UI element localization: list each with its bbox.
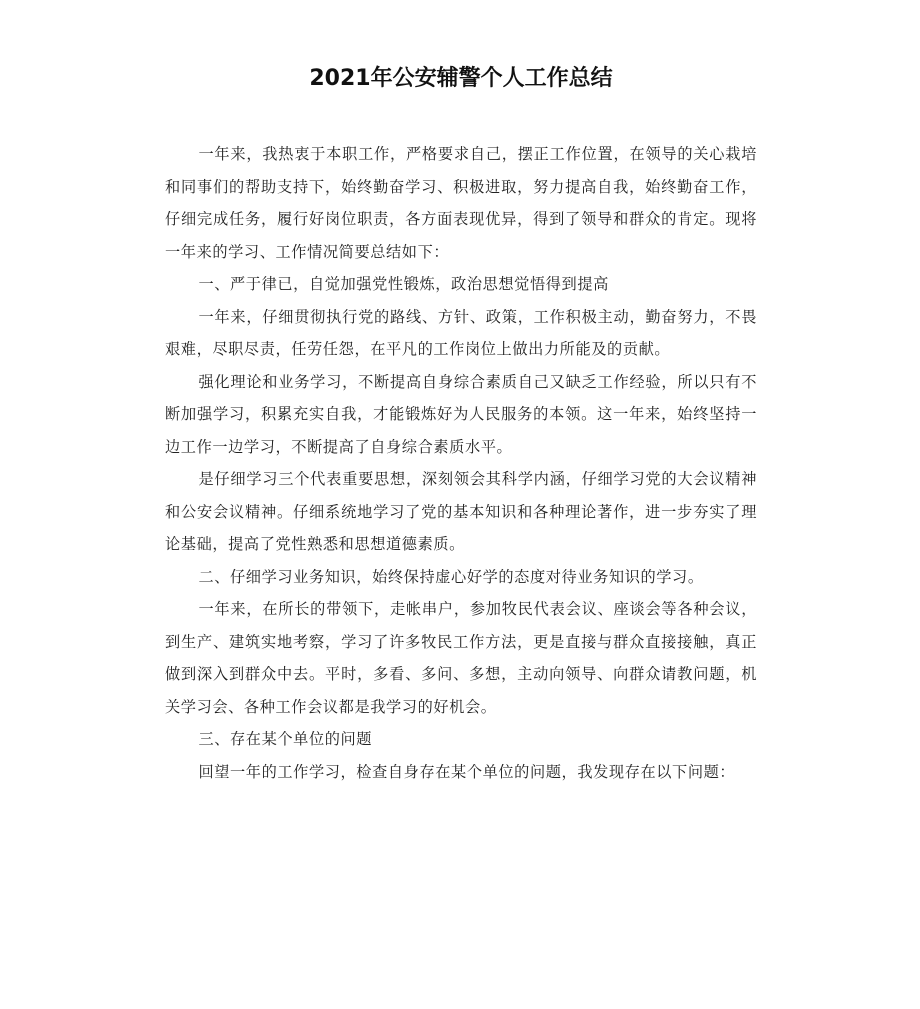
paragraph: 回望一年的工作学习，检查自身存在某个单位的问题，我发现存在以下问题： [198,762,736,781]
section-heading-1: 一、严于律已，自觉加强党性锻炼，政治思想觉悟得到提高 [198,275,609,293]
section-heading-2: 二、仔细学习业务知识，始终保持虚心好学的态度对待业务知识的学习。 [198,567,704,586]
paragraph: 强化理论和业务学习，不断提高自身综合素质自己又缺乏工作经验，所以只有不断加强学习，积累充实自我，才能锻炼好为人民服务的本领。这一年来，始终坚持一边工作一边学习，不断提高了自身综合素质水平。 [165,372,757,456]
paragraph: 一年来，在所长的带领下，走帐串户，参加牧民代表会议、座谈会等各种会议，到生产、建筑实地考察，学习了许多牧民工作方法，更是直接与群众直接接触，真正做到深入到群众中去。平时，多看、多问、多想，主动向领导、向群众请教问题，机关学习会、各种工作会议都是我学习的好机会。 [165,600,757,716]
paragraph-intro: 一年来，我热衷于本职工作，严格要求自己，摆正工作位置，在领导的关心栽培和同事们的帮助支持下，始终勤奋学习、积极进取，努力提高自我，始终勤奋工作，仔细完成任务，履行好岗位职责，各方面表现优异，得到了领导和群众的肯定。现将一年来的学习、工作情况简要总结如下： [165,145,757,261]
paragraph: 是仔细学习三个代表重要思想，深刻领会其科学内涵，仔细学习党的大会议精神和公安会议精神。仔细系统地学习了党的基本知识和各种理论著作，进一步夯实了理论基础，提高了党性熟悉和思想道德素质。 [165,470,757,553]
document-page [165,62,757,788]
paragraph: 一年来，仔细贯彻执行党的路线、方针、政策，工作积极主动，勤奋努力，不畏艰难，尽职尽责，任劳任怨，在平凡的工作岗位上做出力所能及的贡献。 [165,307,757,358]
document-title: 2021年公安辅警个人工作总结 [309,66,613,91]
section-heading-3: 三、存在某个单位的问题 [198,730,373,748]
